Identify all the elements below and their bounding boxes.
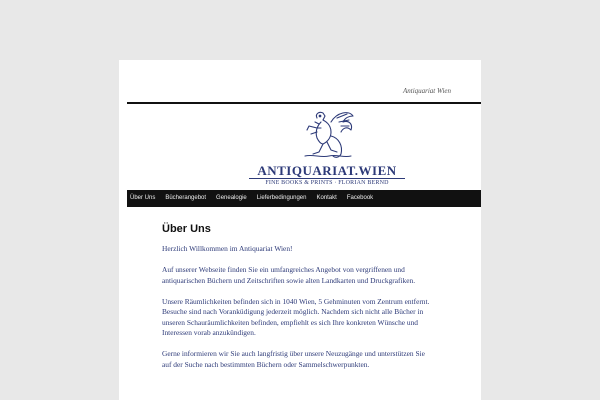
welcome-paragraph: Herzlich Willkommen im Antiquariat Wien! (162, 244, 293, 253)
site-tagline[interactable]: Antiquariat Wien (402, 87, 451, 95)
nav-item-lieferbedingungen[interactable]: Lieferbedingungen (256, 195, 307, 201)
newsletter-paragraph: Gerne informieren wir Sie auch langfristig über unsere Neuzugänge und unterstützen Sie auf der Suche nach bestimmten Büchern oder Sammelschwerpunkten. (162, 349, 425, 369)
header-banner[interactable] (127, 104, 481, 190)
nav-item-buecherangebot[interactable]: Bücherangebot (165, 195, 207, 201)
main-navigation (127, 190, 481, 207)
nav-item-ueber-uns[interactable]: Über Uns (130, 195, 156, 201)
griffin-logo-icon (297, 108, 357, 164)
page-container (119, 60, 481, 400)
location-paragraph: Unsere Räumlichkeiten befinden sich in 1040 Wien, 5 Gehminuten vom Zentrum entfernt. Besuche sind nach Voranküdigung jederzeit möglich. Nachdem sich nicht alle Bücher in unseren Schauräumlichkeiten befinden, empfiehlt es sich Ihre konkreten Wünsche und Interessen vorab anzukündigen. (162, 296, 430, 337)
logo-subtitle: FINE BOOKS & PRINTS · FLORIAN BERND (265, 180, 389, 186)
logo-title: ANTIQUARIAT.WIEN (257, 163, 397, 178)
page-title: Über Uns (162, 223, 211, 235)
offer-paragraph: Auf unserer Webseite finden Sie ein umfangreiches Angebot von vergriffenen und antiquarischen Büchern und Zeitschriften sowie alten Landkarten und Druckgrafiken. (162, 265, 416, 285)
main-content (162, 223, 432, 381)
nav-item-genealogie[interactable]: Genealogie (216, 195, 247, 201)
nav-item-facebook[interactable]: Facebook (346, 195, 374, 201)
nav-item-kontakt[interactable]: Kontakt (316, 195, 337, 201)
